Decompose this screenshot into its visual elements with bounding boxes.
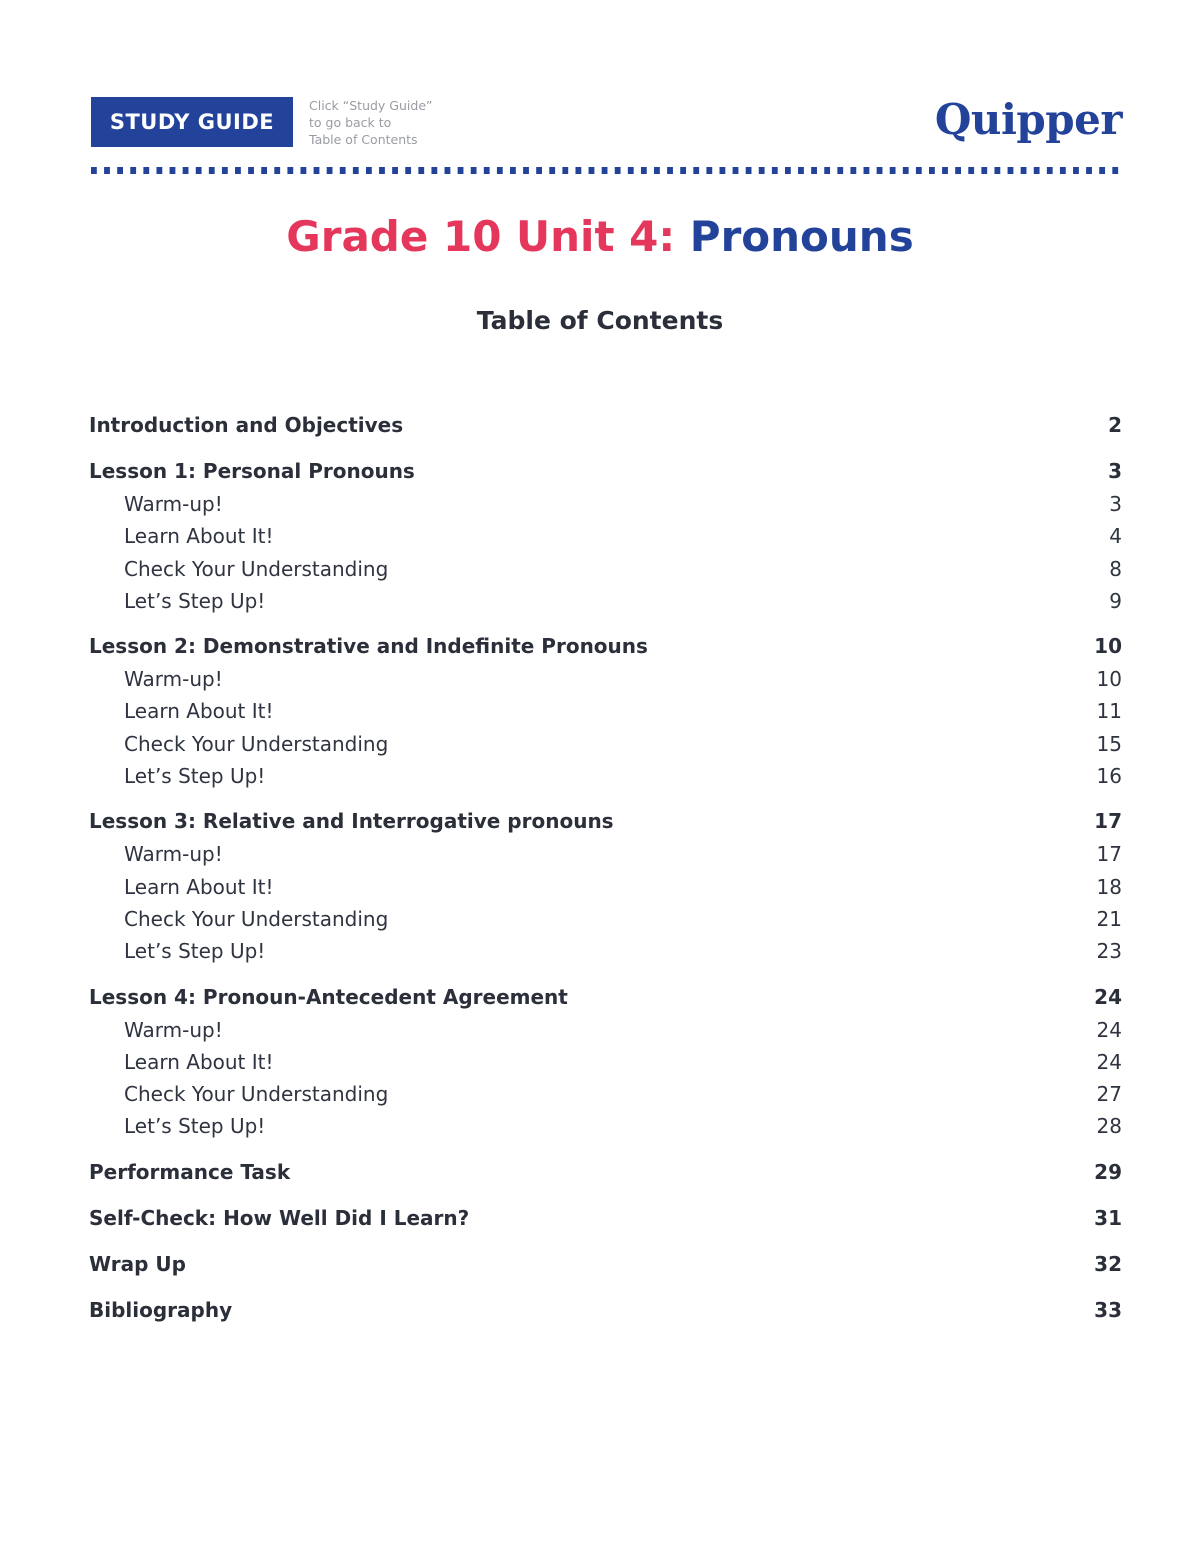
toc-entry[interactable] <box>89 1252 1122 1285</box>
toc-subentry[interactable] <box>89 524 1122 556</box>
toc-subentry[interactable] <box>89 1050 1122 1082</box>
toc-entry-label: Learn About It! <box>124 699 274 724</box>
toc-entry-page: 24 <box>1094 984 1122 1009</box>
toc-entry[interactable] <box>89 1206 1122 1239</box>
toc-entry-label: Performance Task <box>89 1159 291 1184</box>
toc-subentry[interactable] <box>89 842 1122 874</box>
toc-entry-page: 18 <box>1096 874 1122 899</box>
toc-entry[interactable] <box>89 1160 1122 1193</box>
toc-entry-label: Check Your Understanding <box>124 906 389 931</box>
toc-entry-page: 17 <box>1096 842 1122 867</box>
toc-entry-page: 4 <box>1109 524 1122 549</box>
toc-subentry[interactable] <box>89 557 1122 589</box>
page-header <box>91 97 1122 149</box>
toc-entry-label: Self-Check: How Well Did I Learn? <box>89 1205 470 1230</box>
toc-subentry[interactable] <box>89 764 1122 796</box>
toc-subentry[interactable] <box>89 1114 1122 1146</box>
study-guide-hint <box>309 97 489 148</box>
title-unit: Grade 10 Unit 4: <box>286 212 690 261</box>
toc-entry-label: Learn About It! <box>124 874 274 899</box>
toc-subentry[interactable] <box>89 907 1122 939</box>
toc-entry-page: 2 <box>1108 413 1122 437</box>
toc-subentry[interactable] <box>89 492 1122 524</box>
toc-entry-page: 24 <box>1096 1049 1122 1074</box>
toc-entry-page: 10 <box>1096 667 1122 692</box>
toc-entry-page: 9 <box>1109 588 1122 613</box>
toc-entry-page: 29 <box>1094 1159 1122 1184</box>
toc-entry-page: 31 <box>1094 1205 1122 1230</box>
hint-line: Click “Study Guide” <box>309 98 433 113</box>
toc-entry-page: 3 <box>1109 492 1122 516</box>
toc-entry-page: 16 <box>1096 764 1122 789</box>
toc-entry-label: Lesson 1: Personal Pronouns <box>89 459 415 483</box>
toc-subentry[interactable] <box>89 732 1122 764</box>
hint-line: Table of Contents <box>309 132 418 147</box>
toc-entry-label: Lesson 3: Relative and Interrogative pronouns <box>89 809 614 834</box>
toc-subentry[interactable] <box>89 667 1122 699</box>
toc-entry-page: 27 <box>1096 1082 1122 1107</box>
toc-entry-page: 10 <box>1094 634 1122 659</box>
toc-entry-label: Let’s Step Up! <box>124 764 266 789</box>
quipper-logo: Quipper <box>934 95 1122 144</box>
toc-subentry[interactable] <box>89 589 1122 621</box>
toc-entry-page: 32 <box>1094 1251 1122 1276</box>
toc-subentry[interactable] <box>89 699 1122 731</box>
toc-entry-page: 15 <box>1096 731 1122 756</box>
dotted-divider <box>91 167 1122 175</box>
toc-entry-label: Lesson 4: Pronoun-Antecedent Agreement <box>89 984 568 1009</box>
toc-subentry[interactable] <box>89 1082 1122 1114</box>
toc-entry[interactable] <box>89 985 1122 1018</box>
toc-subentry[interactable] <box>89 939 1122 971</box>
page-title <box>0 212 1200 261</box>
toc-entry-label: Bibliography <box>89 1297 233 1322</box>
toc-entry-label: Learn About It! <box>124 1049 274 1074</box>
toc-entry[interactable] <box>89 809 1122 842</box>
table-of-contents <box>89 413 1122 1331</box>
toc-entry-label: Wrap Up <box>89 1251 186 1276</box>
toc-entry-page: 8 <box>1109 556 1122 581</box>
toc-subentry[interactable] <box>89 875 1122 907</box>
toc-entry[interactable] <box>89 1298 1122 1331</box>
toc-entry-label: Check Your Understanding <box>124 1082 389 1107</box>
toc-entry-label: Warm-up! <box>124 492 223 516</box>
toc-entry-label: Learn About It! <box>124 524 274 549</box>
toc-entry[interactable] <box>89 413 1122 446</box>
toc-entry-page: 28 <box>1096 1114 1122 1139</box>
toc-entry-label: Warm-up! <box>124 667 223 692</box>
toc-entry[interactable] <box>89 459 1122 492</box>
toc-entry-page: 3 <box>1108 459 1122 483</box>
toc-entry-page: 33 <box>1094 1297 1122 1322</box>
toc-entry-label: Introduction and Objectives <box>89 413 404 437</box>
toc-heading: Table of Contents <box>476 306 724 335</box>
toc-entry-label: Let’s Step Up! <box>124 939 266 964</box>
toc-entry-page: 21 <box>1096 906 1122 931</box>
toc-entry[interactable] <box>89 634 1122 667</box>
toc-entry-page: 17 <box>1094 809 1122 834</box>
toc-subentry[interactable] <box>89 1018 1122 1050</box>
hint-line: to go back to <box>309 115 392 130</box>
toc-entry-label: Warm-up! <box>124 842 223 867</box>
toc-entry-page: 24 <box>1096 1017 1122 1042</box>
toc-entry-page: 23 <box>1096 939 1122 964</box>
toc-entry-label: Lesson 2: Demonstrative and Indefinite Pronouns <box>89 634 648 659</box>
toc-entry-label: Check Your Understanding <box>124 731 389 756</box>
title-topic: Pronouns <box>689 212 914 261</box>
toc-entry-label: Let’s Step Up! <box>124 1114 266 1139</box>
toc-entry-label: Warm-up! <box>124 1017 223 1042</box>
study-guide-button[interactable]: STUDY GUIDE <box>91 97 293 147</box>
toc-entry-label: Let’s Step Up! <box>124 588 266 613</box>
toc-entry-label: Check Your Understanding <box>124 556 389 581</box>
toc-entry-page: 11 <box>1096 699 1122 724</box>
